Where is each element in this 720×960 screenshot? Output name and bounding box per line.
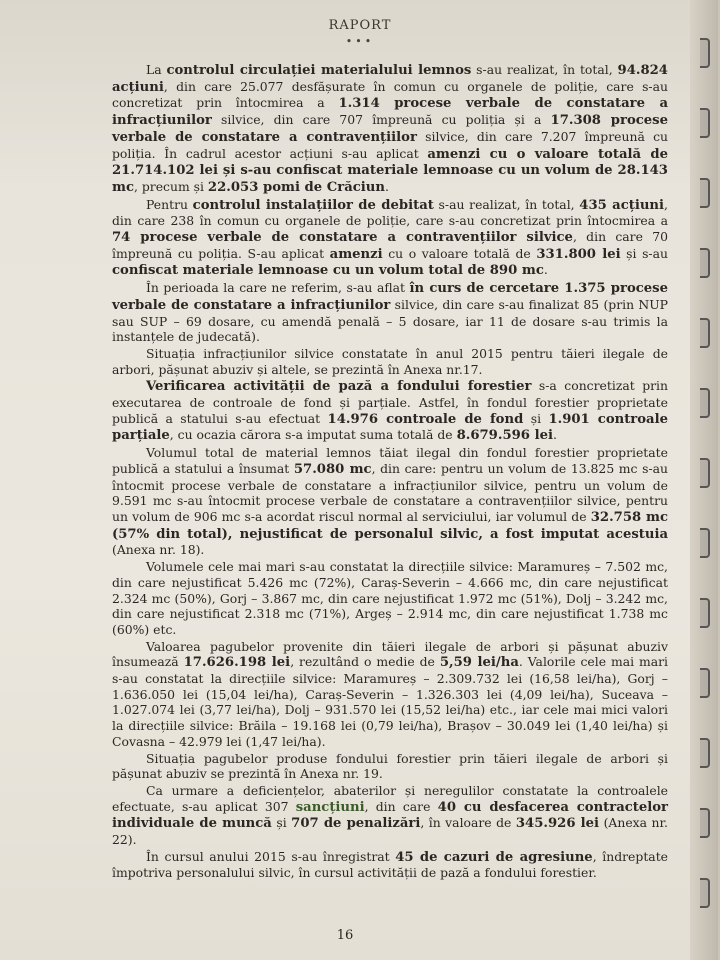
bold-text: 17.626.198 lei [183, 655, 291, 671]
bold-text: 8.679.596 lei [456, 428, 553, 444]
paragraph [112, 445, 668, 558]
paragraph [112, 751, 668, 782]
text-run: Ca urmare a deficiențelor, abaterilor și neregulilor constatate la controalele efectuate, s-au aplicat 307 [112, 782, 668, 814]
binding-ring [700, 598, 710, 628]
text-run: . [384, 178, 389, 194]
bold-text: 40 cu desfacerea contractelor individuale de muncă [112, 799, 669, 832]
text-run: Volumele cele mai mari s-au constatat la direcțiile silvice: Maramureș – 7.502 mc, din care nejustificat 5.426 mc (72%), Caraș-Severin – 4.666 mc, din care nejustificat 2.324 mc (50%), Gorj – 3.867 mc, din care nejustificat 1.972 mc (51%), Dolj – 3.242 mc, din care nejustificat 2.318 mc (71%), Argeș – 2.914 mc, din care nejustificat 1.738 mc (60%) etc. [112, 559, 668, 637]
binding-ring [700, 668, 710, 698]
paragraph [112, 849, 668, 881]
report-title: RAPORT [328, 18, 392, 33]
text-run: Valoarea pagubelor provenite din tăieri ilegale de arbori și pășunat abuziv însumează [112, 638, 668, 670]
text-run: , în valoare de [420, 815, 516, 831]
text-run: În cursul anului 2015 s-au înregistrat [146, 848, 396, 864]
text-run: , cu ocazia cărora s-a imputat suma totală de [169, 427, 457, 443]
text-run: , precum și [133, 178, 208, 194]
text-run: silvice, din care s-au finalizat 85 (prin NUP sau SUP – 69 dosare, cu amendă penală – 5 dosare, iar 11 de dosare s-au trimis la instanțele de judecată). [112, 296, 668, 345]
text-run: s-au realizat, în total, [471, 62, 618, 77]
header-ornament: ••• [345, 35, 375, 48]
text-run: și s-au [620, 245, 668, 261]
text-run: și [271, 815, 292, 831]
binding-ring [700, 108, 710, 138]
paragraph [112, 280, 668, 345]
bold-text: amenzi [329, 246, 383, 262]
paragraph [112, 346, 668, 377]
bold-text: controlul instalațiilor de debitat [192, 197, 434, 213]
bold-text: 17.308 procese verbale de constatare a contravențiilor [112, 113, 668, 145]
text-run: , rezultând o medie de [290, 654, 440, 670]
bold-text: 1.314 procese verbale de constatare a infracțiunilor [112, 96, 668, 129]
page-number: 16 [336, 928, 354, 943]
bold-text: 45 de cazuri de agresiune [395, 849, 593, 865]
bold-text: 345.926 lei [515, 816, 600, 832]
bold-text: 57.080 mc [293, 461, 372, 477]
text-run: , îndreptate împotriva personalului silvic, în cursul activității de pază a fondului forestier. [112, 848, 668, 881]
binding-ring [700, 738, 710, 768]
paragraph [112, 62, 668, 196]
bold-text: amenzi cu o valoare totală de 21.714.102 lei și s-au confiscat materiale lemnoase cu un volum de 28.143 mc [112, 146, 668, 195]
text-run: Situația infracțiunilor silvice constatate în anul 2015 pentru tăieri ilegale de arbori, pășunat abuziv și altele, se prezintă în Anexa nr.17. [112, 345, 668, 377]
bold-text: 5,59 lei/ha [439, 655, 519, 671]
bold-text: 331.800 lei [536, 246, 621, 262]
paragraph [112, 378, 668, 444]
text-run: silvice, din care 707 împreună cu poliția și a [211, 112, 551, 128]
text-run: s-au realizat, în total, [433, 196, 580, 212]
text-run: , din care [364, 798, 438, 814]
page-header [0, 18, 720, 48]
text-run: Situația pagubelor produse fondului forestier prin tăieri ilegale de arbori și pășunat abuziv se prezintă în Anexa nr. 19. [112, 750, 668, 782]
text-run: . Valorile cele mai mari s-au constatat la direcțiile silvice: Maramureș – 2.309.732 lei (16,58 lei/ha), Gorj – 1.636.050 lei (15,04 lei/ha), Caraș-Severin – 1.326.303 lei (4,09 lei/ha), Suceava – 1.027.074 lei (3,77 lei/ha), Dolj – 931.570 lei (15,52 lei/ha) etc., iar cele mai mici valori la direcțiile silvice: Brăila – 19.168 lei (0,79 lei/ha), Brașov – 30.049 lei (1,40 lei/ha) și Covasna – 42.979 lei (1,47 lei/ha). [112, 654, 669, 749]
paragraph [112, 197, 668, 280]
text-run: La [146, 62, 167, 77]
bold-text: controlul circulației materialului lemnos [166, 63, 472, 78]
bold-text: în curs de cercetare 1.375 procese verbale de constatare a infracțiunilor [112, 281, 669, 313]
text-run: (Anexa nr. 18). [112, 542, 205, 558]
text-run: , din care 25.077 desfășurate în comun cu organele de poliție, care s-au concretizat prin întocmirea a [112, 78, 668, 111]
text-run: , din care: pentru un volum de 13.825 mc s-au întocmit procese verbale de constatare a infracțiunilor silvice, pentru un volum de 9.591 mc s-au întocmit procese verbale de constatare a contravențiilor silvice, pentru un volum de 906 mc s-a acordat riscul normal al serviciului, iar volumul de [112, 460, 669, 524]
paragraph [112, 559, 668, 638]
binding-ring [700, 248, 710, 278]
report-body [112, 62, 668, 882]
text-run: , din care 238 în comun cu organele de poliție, care s-au concretizat prin întocmirea a [112, 196, 668, 229]
bold-text: 94.824 acțiuni [112, 63, 668, 95]
bold-text: 707 de penalizări [291, 816, 421, 832]
text-run: cu o valoare totală de [382, 245, 537, 261]
binding-ring [700, 808, 710, 838]
binding-ring [700, 38, 710, 68]
binding-ring [700, 178, 710, 208]
binding-ring [700, 318, 710, 348]
spiral-binding [690, 0, 718, 960]
text-run: În perioada la care ne referim, s-au aflat [146, 280, 410, 296]
paragraph [112, 639, 668, 750]
text-run: Volumul total de material lemnos tăiat ilegal din fondul forestier proprietate publică a statului a însumat [112, 445, 668, 476]
binding-ring [700, 458, 710, 488]
bold-text: sancțiuni [295, 799, 365, 815]
text-run: Pentru [146, 196, 193, 212]
bold-text: 14.976 controale de fond [327, 411, 524, 427]
bold-text: confiscat materiale lemnoase cu un volum total de 890 mc [112, 263, 544, 279]
binding-ring [700, 878, 710, 908]
binding-ring [700, 388, 710, 418]
bold-text: 32.758 mc (57% din total), nejustificat de personalul silvic, a fost imputat acestuia [112, 509, 668, 542]
bold-text: 435 acțiuni [579, 197, 665, 213]
bold-text: 1.901 controale parțiale [112, 411, 668, 444]
text-run: . [552, 427, 557, 443]
text-run: și [523, 410, 549, 426]
text-run: s-a concretizat prin executarea de controale de fond și parțiale. Astfel, în fondul forestier proprietate publică a statului s-au efectuat [112, 378, 668, 426]
bold-text: 22.053 pomi de Crăciun [207, 179, 385, 195]
text-run: , din care 70 împreună cu poliția. S-au aplicat [112, 229, 668, 261]
bold-text: Verificarea activității de pază a fondului forestier [146, 379, 532, 395]
text-run: . [543, 262, 548, 278]
bold-text: 74 procese verbale de constatare a contravențiilor silvice [112, 230, 573, 246]
binding-ring [700, 528, 710, 558]
text-run: silvice, din care 7.207 împreună cu poliția. În cadrul acestor acțiuni s-au aplicat [112, 128, 669, 161]
paragraph [112, 783, 668, 848]
text-run: (Anexa nr. 22). [112, 815, 668, 848]
